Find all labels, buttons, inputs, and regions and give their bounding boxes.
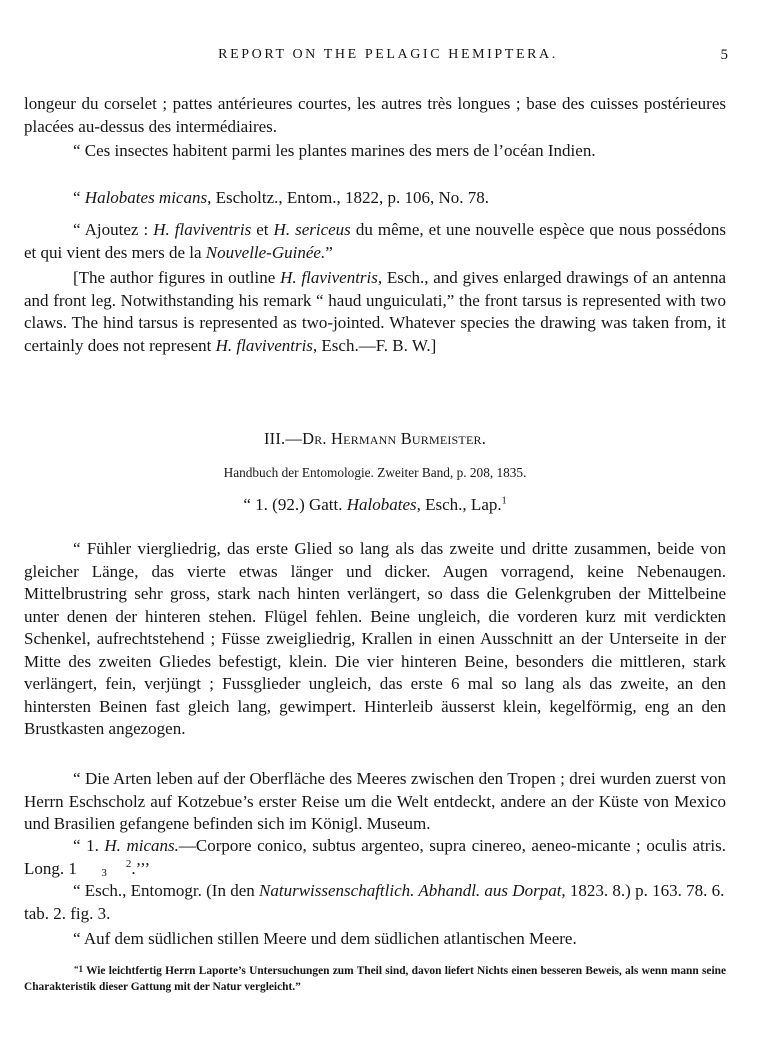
quote-open: “ <box>73 188 85 207</box>
footnote-ref: 1 <box>501 495 507 507</box>
text-run: “ Esch., Entomogr. (In den <box>73 881 260 900</box>
text-run: “ 1. (92.) Gatt. <box>243 495 347 514</box>
text-run: .’’’ <box>131 858 151 878</box>
running-title: REPORT ON THE PELAGIC HEMIPTERA. <box>218 47 558 62</box>
species-name: H. sericeus <box>273 220 351 239</box>
fraction-numerator: 2 <box>125 857 132 870</box>
paragraph-corselet: longeur du corselet ; pattes antérieures courtes, les autres très longues ; base des cuisses postérieures placées au-dessus des intermédiaires. <box>24 94 726 136</box>
place-name: Nouvelle-Guinée. <box>205 242 326 262</box>
text-run: , Esch., Lap. <box>416 495 502 514</box>
text-run: “ Ajoutez : <box>73 220 154 239</box>
footnote-text: Wie leichtfertig Herrn Laporte’s Untersuchungen zum Theil sind, davon liefert Nichts einen besseren Beweis, als wenn mann seine Charakteristik dieser Gattung mit der Natur vergleicht.” <box>24 965 726 993</box>
page-number: 5 <box>720 47 728 63</box>
species-name: H. flaviventris <box>215 335 313 355</box>
section-numeral: III.— <box>263 429 303 448</box>
text-run: “ 1. <box>73 836 105 855</box>
footnote-mark: “1 <box>74 964 83 974</box>
text-run: du même, et une nouvelle espèce que nous possédons et qui vient des mers de la <box>24 220 726 262</box>
genus-name: Halobates <box>346 495 417 514</box>
running-head <box>0 47 776 70</box>
paragraph-micans-diagnosis <box>24 835 726 880</box>
text-run: et <box>251 220 274 239</box>
citation-text: , Escholtz., Entom., 1822, p. 106, No. 78. <box>207 188 489 207</box>
species-name: H. flaviventris <box>280 268 378 287</box>
paragraph-distribution: “ Auf dem südlichen stillen Meere und dem südlichen atlantischen Meere. <box>73 929 577 948</box>
paragraph-ajoutez <box>24 219 726 264</box>
text-run: , Esch.—F. B. W.] <box>312 335 437 355</box>
species-name: Halobates micans <box>84 188 208 207</box>
fraction-denominator: 3 <box>101 866 107 879</box>
text-run: , Esch., and gives enlarged drawings of an antenna and front leg. Notwithstanding his remark “ haud unguiculati,” the front tarsus is represented with two claws. The hind tarsus is represented as two-jointed. Whatever species the drawing was taken from, it certainly does not represent <box>24 268 726 355</box>
text-run: —Corpore conico, subtus argenteo, supra cinereo, aeneo-micante ; oculis atris. Long. 1 <box>24 836 726 878</box>
paragraph-description-de: “ Fühler viergliedrig, das erste Glied so lang als das zweite und dritte zusammen, beide von gleicher Länge, das vierte etwas länger und dicker. Augen vorragend, keine Nebenaugen. Mittelbrustring sehr gross, stark nach hinten verlängert, so dass die Gelenkgruben der Mittelbeine unter denen der hinteren stehen. Flügel fehlen. Beine ungleich, die vorderen kurz mit verdickten Schenkel, aufrechtstehend ; Füsse zweigliedrig, Krallen in einen Ausschnitt an der Unterseite in der Mitte des zweiten Gliedes befestigt, klein. Die vier hinteren Beine, besonders die mittleren, stark verlängert, fein, verjüngt ; Fussglieder ungleich, das erste 6 mal so lang als das zweite, an den hintersten Beinen fast gleich lang, gewimpert. Hinterleib äusserst klein, kegelförmig, eng an den Brustkasten angezogen. <box>24 539 726 738</box>
genus-line <box>24 494 726 517</box>
paragraph-reference <box>24 880 726 925</box>
species-name: H. flaviventris <box>153 220 252 239</box>
section-author: Dr. Hermann Burmeister. <box>302 429 487 448</box>
paragraph-habitat-fr: “ Ces insectes habitent parmi les plantes marines des mers de l’océan Indien. <box>73 141 596 160</box>
text-run: , 1823. 8.) p. 163. 78. 6. tab. 2. fig. 3. <box>24 881 725 923</box>
citation-halobates-micans <box>24 187 726 210</box>
length-fraction <box>77 857 132 879</box>
footnote <box>24 961 726 995</box>
species-name: H. micans. <box>104 836 179 855</box>
text-run: ” <box>325 242 333 262</box>
paragraph-arten: “ Die Arten leben auf der Oberfläche des Meeres zwischen den Tropen ; drei wurden zuerst von Herrn Eschscholz auf Kotzebue’s erster Reise um die Welt entdeckt, andere an der Küste von Mexico und Brasilien gefangene befinden sich im Königl. Museum. <box>24 769 726 833</box>
section-heading <box>24 428 726 451</box>
journal-title: Naturwissenschaftlich. Abhandl. aus Dorpat <box>259 881 562 900</box>
text-run: [The author figures in outline <box>73 268 281 287</box>
editor-note <box>24 267 726 357</box>
section-source: Handbuch der Entomologie. Zweiter Band, p. 208, 1835. <box>223 465 527 480</box>
